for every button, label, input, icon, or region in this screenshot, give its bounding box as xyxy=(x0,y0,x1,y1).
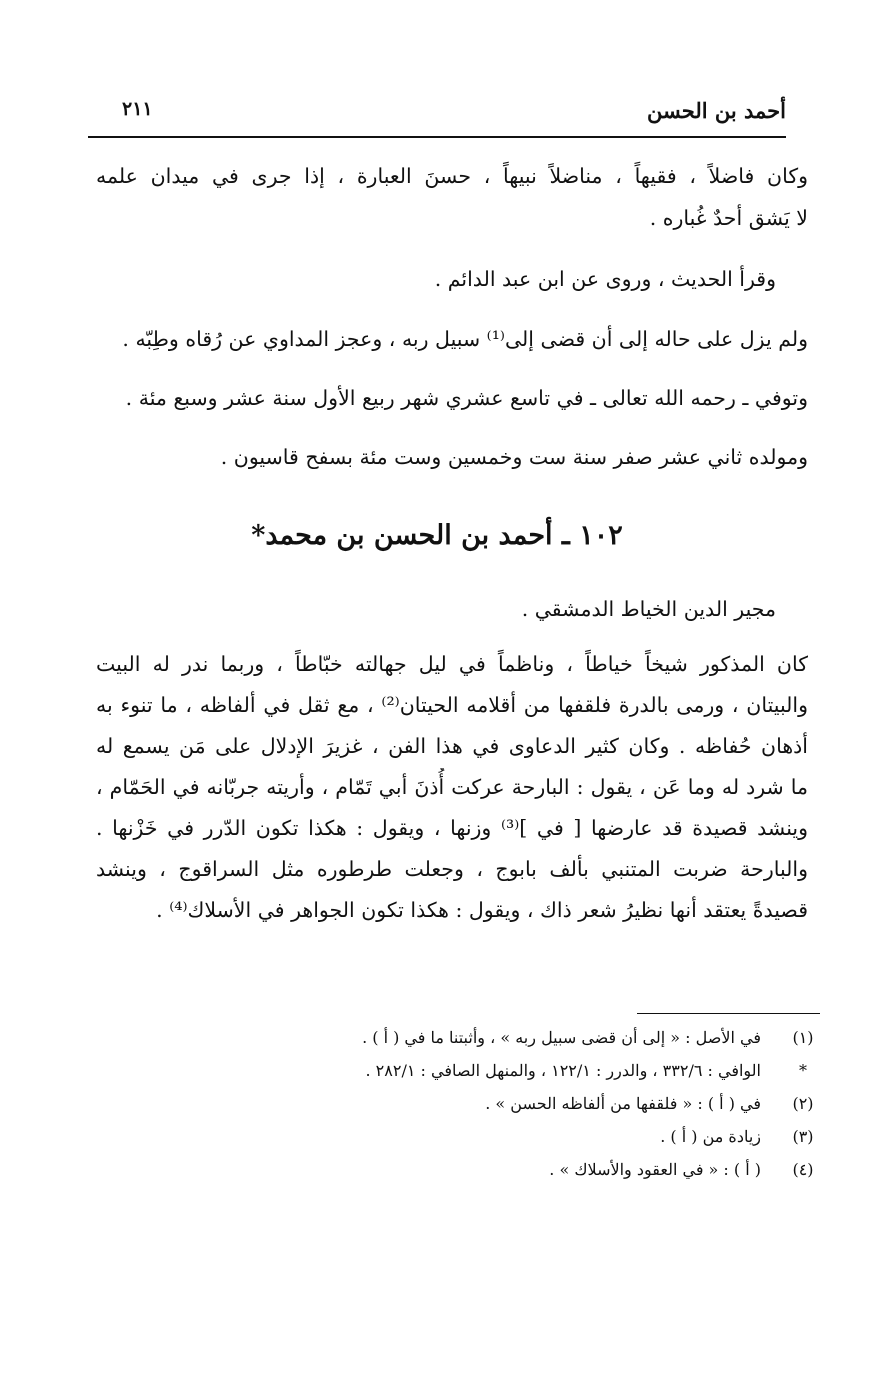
intro-line: ومولده ثاني عشر صفر سنة ست وخمسين وست مئة بسفح قاسيون . xyxy=(220,445,808,469)
entry-text xyxy=(96,590,808,960)
footnote-item xyxy=(201,1160,821,1193)
footnote-number: (٣) xyxy=(792,1127,814,1146)
entry-line: وينشد قصيدة قد عارضها [ في ]⁽³⁾ وزنها ، ويقول : هكذا تكون الدّرر في خَزْنها . xyxy=(96,816,808,840)
intro-line: ولم يزل على حاله إلى أن قضى إلى⁽¹⁾ سبيل ربه ، وعجز المداوي عن رُقاه وطِبّه . xyxy=(122,327,808,351)
intro-line: لا يَشق أحدٌ غُباره . xyxy=(649,206,808,230)
footnote-item xyxy=(201,1094,821,1127)
footnote-item xyxy=(201,1061,821,1094)
footnote-number: (٤) xyxy=(792,1160,814,1179)
footnote-number: * xyxy=(799,1061,807,1080)
page-number: ٢١١ xyxy=(122,98,153,120)
running-title: أحمد بن الحسن xyxy=(647,98,786,123)
footnote-number: (٢) xyxy=(792,1094,814,1113)
footnote-divider xyxy=(637,1013,820,1014)
intro-text xyxy=(96,157,808,517)
entry-line: قصيدةً يعتقد أنها نظيرُ شعر ذاك ، ويقول : هكذا تكون الجواهر في الأسلاك⁽⁴⁾ . xyxy=(156,898,808,922)
footnote-item xyxy=(201,1028,821,1061)
footnote-text: ( أ ) : « في العقود والأسلاك » . xyxy=(549,1160,761,1179)
intro-line: وتوفي ـ رحمه الله تعالى ـ في تاسع عشري شهر ربيع الأول سنة عشر وسبع مئة . xyxy=(125,386,808,410)
entry-subtitle: مجير الدين الخياط الدمشقي . xyxy=(521,597,776,621)
entry-line: والبيتان ، ورمى بالدرة فلقفها من أقلامه الحيتان⁽²⁾ ، مع ثقل في ألفاظه ، ما تنوء به xyxy=(96,693,808,717)
entry-line: كان المذكور شيخاً خياطاً ، وناظماً في ليل جهالته خبّاطاً ، وربما ندر له البيت xyxy=(96,652,808,676)
page-header xyxy=(88,92,786,138)
entry-line: أذهان حُفاظه . وكان كثير الدعاوى في هذا الفن ، غزيرَ الإدلال على مَن يسمع له xyxy=(96,734,808,758)
footnote-text: في ( أ ) : « فلقفها من ألفاظه الحسن » . xyxy=(485,1094,761,1113)
footnote-text: الوافي : ٣٣٢/٦ ، والدرر : ١٢٢/١ ، والمنهل الصافي : ٢٨٢/١ . xyxy=(365,1061,761,1080)
footnote-text: زيادة من ( أ ) . xyxy=(660,1127,761,1146)
footnotes xyxy=(201,1028,821,1193)
entry-title: ١٠٢ ـ أحمد بن الحسن بن محمد* xyxy=(251,520,623,551)
footnote-number: (١) xyxy=(792,1028,814,1047)
intro-line: وكان فاضلاً ، فقيهاً ، مناضلاً نبيهاً ، حسنَ العبارة ، إذا جرى في ميدان علمه xyxy=(96,164,808,188)
footnote-text: في الأصل : « إلى أن قضى سبيل ربه » ، وأثبتنا ما في ( أ ) . xyxy=(362,1028,761,1047)
intro-line: وقرأ الحديث ، وروى عن ابن عبد الدائم . xyxy=(434,267,776,291)
entry-line: ما شرد له وما عَن ، يقول : البارحة عركت أُذنَ أبي تَمّام ، وأريته جربّانه في الحَمّام ، xyxy=(96,775,808,799)
footnote-item xyxy=(201,1127,821,1160)
entry-line: والبارحة ضربت المتنبي بألف بابوج ، وجعلت طرطوره مثل السراقوج ، وينشد xyxy=(96,857,808,881)
